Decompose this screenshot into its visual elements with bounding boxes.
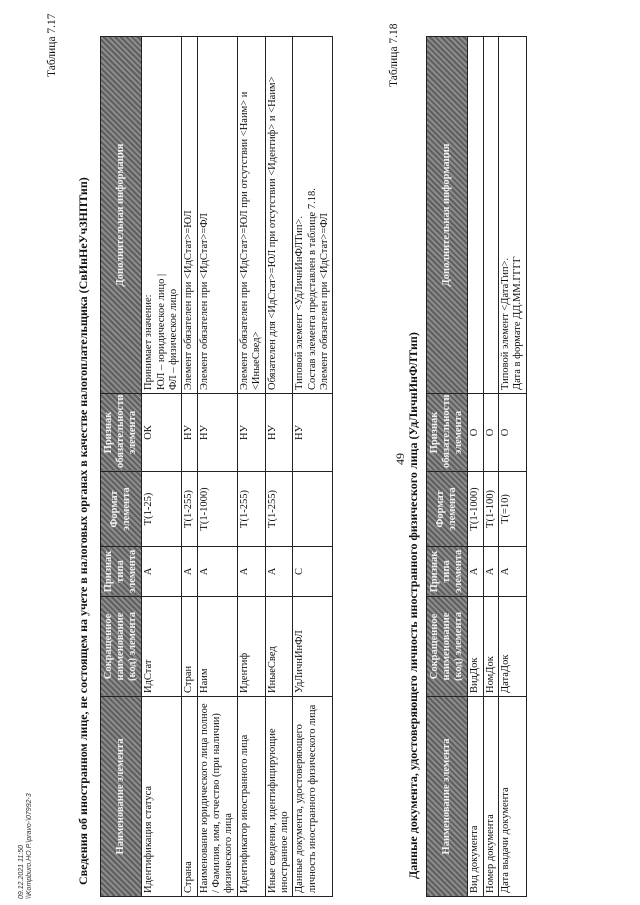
table-row (237, 37, 265, 897)
table-cell: Принимает значение: ЮЛ – юридическое лицо | ФЛ – физическое лицо (142, 37, 182, 394)
table-row (293, 37, 333, 897)
table-cell: Иные сведения, идентифицирующие иностранное лицо (265, 697, 293, 897)
table-cell (293, 472, 333, 547)
table-header-row (427, 37, 468, 897)
table-cell: T(1-100) (483, 472, 498, 547)
header-cell: Формат элемента (101, 472, 142, 547)
table-row (197, 37, 237, 897)
table-cell: Идентиф (237, 597, 265, 697)
table-cell: А (468, 547, 483, 597)
page-number: 49 (393, 453, 407, 465)
table-7-18-caption: Таблица 7.18 (388, 23, 400, 87)
table-cell: Наименование юридического лица полное / Фамилия, имя, отчество (при наличии) физического лица (197, 697, 237, 897)
table-cell: Стран (182, 597, 197, 697)
table-7-17-title: Сведения об иностранном лице, не состоящем на учете в налоговых органах в качестве налогоплательщика (СвИнНеУчЗНПТип) (76, 177, 90, 885)
table-cell: ВидДок (468, 597, 483, 697)
table-cell: А (197, 547, 237, 597)
table-cell: НомДок (483, 597, 498, 697)
header-cell: Формат элемента (427, 472, 468, 547)
table-cell: НУ (197, 394, 237, 472)
table-cell: T(1-25) (142, 472, 182, 547)
table-cell: А (483, 547, 498, 597)
table-row (468, 37, 483, 897)
table-cell: Наим (197, 597, 237, 697)
table-cell: Идентификация статуса (142, 697, 182, 897)
table-cell: T(1-255) (237, 472, 265, 547)
table-cell: НУ (293, 394, 333, 472)
header-cell: Сокращенное наименование (код) элемента (427, 597, 468, 697)
table-cell: А (498, 547, 526, 597)
header-cell: Наименование элемента (427, 697, 468, 897)
table-cell: НУ (182, 394, 197, 472)
table-7-18 (426, 36, 527, 897)
table-cell: УдЛичнИнФЛ (293, 597, 333, 697)
table-row (265, 37, 293, 897)
table-cell: T(1-255) (182, 472, 197, 547)
table-cell: А (237, 547, 265, 597)
table-cell: ИдСтат (142, 597, 182, 697)
table-row (142, 37, 182, 897)
table-cell: С (293, 547, 333, 597)
header-cell: Признак обязательности элемента (101, 394, 142, 472)
table-cell: T(1-1000) (197, 472, 237, 547)
header-cell: Признак обязательности элемента (427, 394, 468, 472)
table-7-18-title: Данные документа, удостоверяющего личность иностранного физического лица (УдЛичнИнФЛТип) (406, 332, 420, 879)
table-cell: Элемент обязателен при <ИдСтат>=ЮЛ (182, 37, 197, 394)
table-cell: О (498, 394, 526, 472)
table-cell: Вид документа (468, 697, 483, 897)
table-cell: О (468, 394, 483, 472)
table-cell: Типовой элемент <УдЛичнИнФЛТип>. Состав элемента представлен в таблице 7.18. Элемент обязателен при <ИдСтат>=ФЛ (293, 37, 333, 394)
table-cell: А (265, 547, 293, 597)
table-cell: Номер документа (483, 697, 498, 897)
header-cell: Дополнительная информация (427, 37, 468, 394)
table-header-row (101, 37, 142, 897)
header-cell: Сокращенное наименование (код) элемента (101, 597, 142, 697)
table-cell: Типовой элемент <ДатаТип>. Дата в формате ДД.ММ.ГГГГ (498, 37, 526, 394)
table-row (483, 37, 498, 897)
header-cell: Признак типа элемента (101, 547, 142, 597)
table-cell: НУ (237, 394, 265, 472)
table-cell: НУ (265, 394, 293, 472)
table-cell: ИныеСвед (265, 597, 293, 697)
table-cell: T(1-255) (265, 472, 293, 547)
header-cell: Наименование элемента (101, 697, 142, 897)
table-cell: ОК (142, 394, 182, 472)
footer-timestamp: 09.12.2021 11:50 (18, 845, 25, 899)
table-row (182, 37, 197, 897)
table-cell: Обязателен для <ИдСтат>=ЮЛ при отсутствии <Идентиф> и <Наим> (265, 37, 293, 394)
table-cell: О (483, 394, 498, 472)
header-cell: Дополнительная информация (101, 37, 142, 394)
table-cell (468, 37, 483, 394)
table-row (498, 37, 526, 897)
header-cell: Признак типа элемента (427, 547, 468, 597)
table-cell: А (142, 547, 182, 597)
table-cell: ДатаДок (498, 597, 526, 697)
table-cell: Идентификатор иностранного лица (237, 697, 265, 897)
table-cell: T(=10) (498, 472, 526, 547)
table-cell: Элемент обязателен при <ИдСтат>=ФЛ (197, 37, 237, 394)
table-cell: Элемент обязателен при <ИдСтат>=ЮЛ при отсутствии <Наим> и <ИныеСвед> (237, 37, 265, 394)
table-cell: А (182, 547, 197, 597)
table-cell: T(1-1000) (468, 472, 483, 547)
footer-path: \\Kompburo.HO.P.\pravo-\07992-3 (26, 793, 34, 899)
table-cell (483, 37, 498, 394)
table-7-17 (100, 36, 333, 897)
table-cell: Страна (182, 697, 197, 897)
table-7-17-caption: Таблица 7.17 (46, 13, 58, 77)
table-cell: Дата выдачи документа (498, 697, 526, 897)
footer-stamp (18, 793, 35, 899)
table-cell: Данные документа, удостоверяющего личность иностранного физического лица (293, 697, 333, 897)
